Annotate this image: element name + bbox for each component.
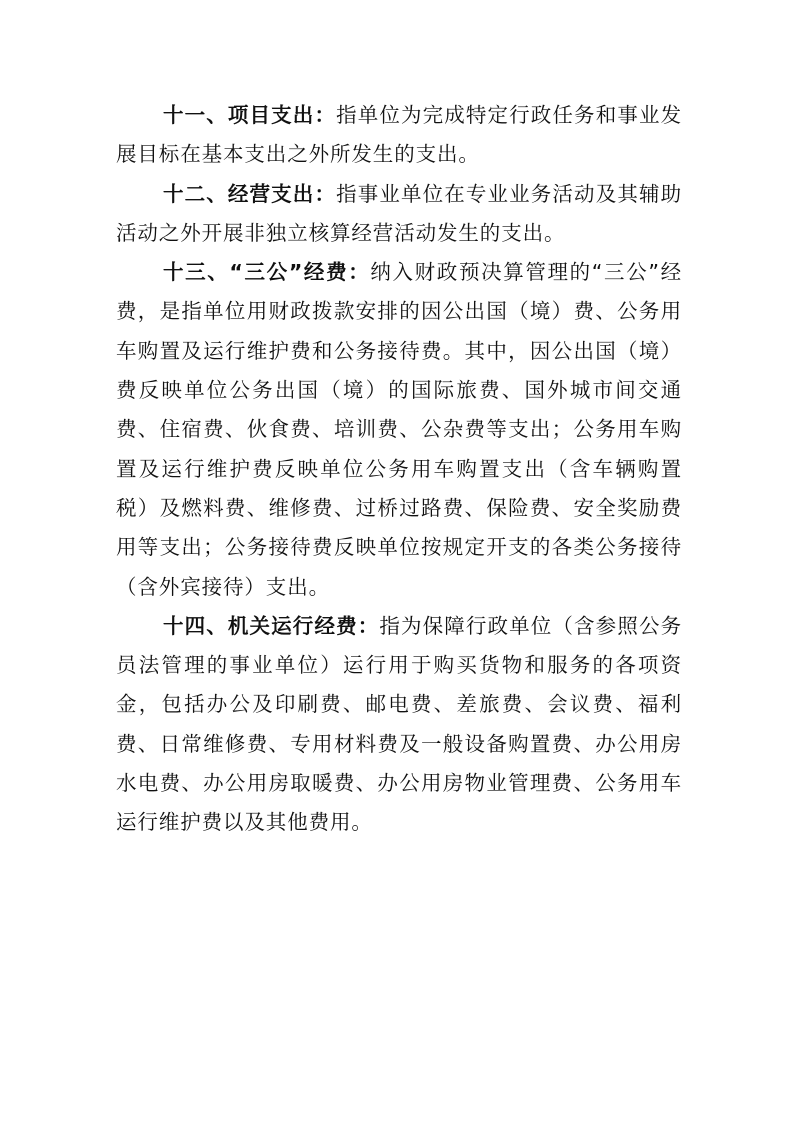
term-three-public-expenses: 十三、“三公”经费： xyxy=(163,260,371,285)
paragraph-project-expenditure xyxy=(116,96,682,175)
term-agency-operating-funds: 十四、机关运行经费： xyxy=(163,613,380,638)
definition-agency-operating-funds: 指为保障行政单位（含参照公务员法管理的事业单位）运行用于购买货物和服务的各项资金，包括办公及印刷费、邮电费、差旅费、会议费、福利费、日常维修费、专用材料费及一般设备购置费、办公用房水电费、办公用房取暖费、办公用房物业管理费、公务用车运行维护费以及其他费用。 xyxy=(116,613,682,835)
paragraph-agency-operating-funds xyxy=(116,607,682,843)
definition-three-public-expenses: 纳入财政预决算管理的“三公”经费，是指单位用财政拨款安排的因公出国（境）费、公务用车购置及运行维护费和公务接待费。其中，因公出国（境）费反映单位公务出国（境）的国际旅费、国外城市间交通费、住宿费、伙食费、培训费、公杂费等支出；公务用车购置及运行维护费反映单位公务用车购置支出（含车辆购置税）及燃料费、维修费、过桥过路费、保险费、安全奖励费用等支出；公务接待费反映单位按规定开支的各类公务接待（含外宾接待）支出。 xyxy=(116,260,682,599)
paragraph-operating-expenditure xyxy=(116,175,682,254)
definition-operating-expenditure: 指事业单位在专业业务活动及其辅助活动之外开展非独立核算经营活动发生的支出。 xyxy=(116,181,682,245)
document-body xyxy=(116,96,682,843)
definition-project-expenditure: 指单位为完成特定行政任务和事业发展目标在基本支出之外所发生的支出。 xyxy=(116,103,682,167)
term-project-expenditure: 十一、项目支出： xyxy=(163,103,337,127)
term-operating-expenditure: 十二、经营支出： xyxy=(163,181,337,206)
paragraph-three-public-expenses xyxy=(116,253,682,607)
